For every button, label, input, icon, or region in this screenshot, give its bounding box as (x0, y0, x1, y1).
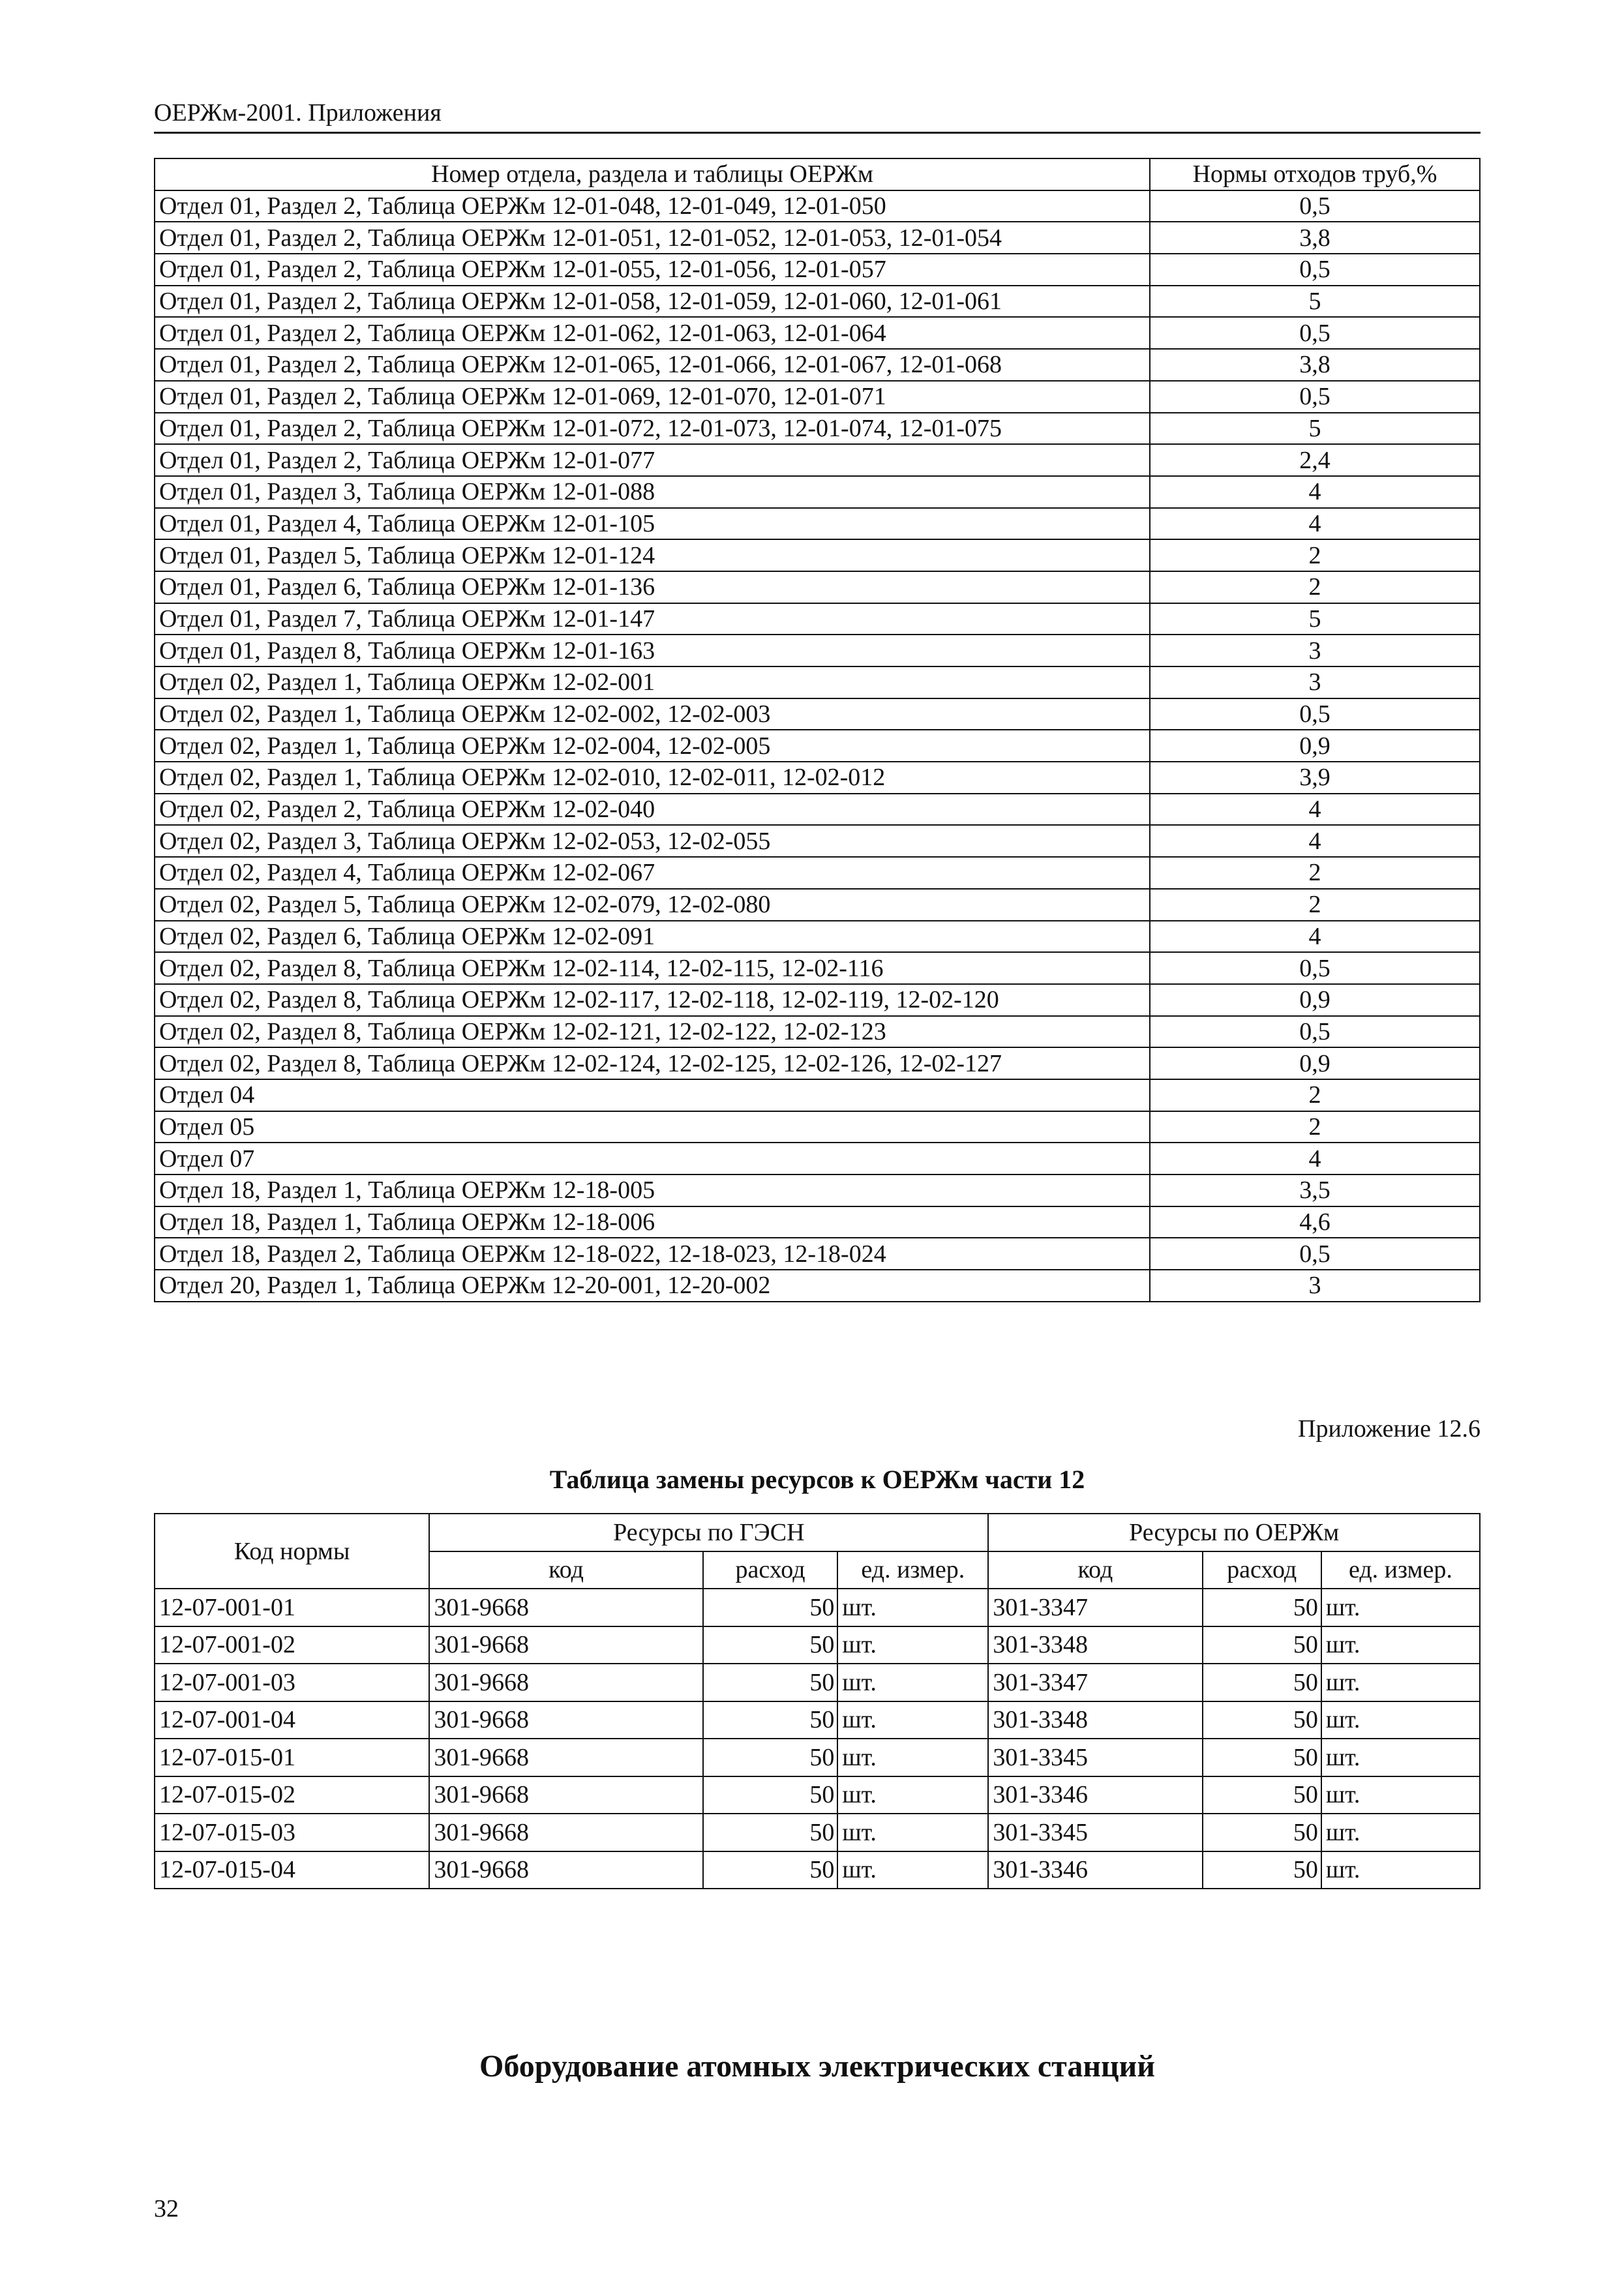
section-reference-cell: Отдел 02, Раздел 1, Таблица ОЕРЖм 12-02-002, 12-02-003 (155, 698, 1150, 730)
waste-norm-cell: 0,9 (1150, 730, 1480, 762)
waste-norm-cell: 4 (1150, 921, 1480, 953)
section-reference-cell: Отдел 02, Раздел 8, Таблица ОЕРЖм 12-02-114, 12-02-115, 12-02-116 (155, 952, 1150, 984)
norm-code-cell: 12-07-015-01 (155, 1739, 429, 1776)
gesn-consumption-cell: 50 (703, 1814, 838, 1851)
table-row (155, 762, 1480, 794)
waste-norm-cell: 3 (1150, 666, 1480, 698)
gesn-code-cell: 301-9668 (429, 1701, 702, 1739)
gesn-consumption-cell: 50 (703, 1701, 838, 1739)
section-reference-cell: Отдел 01, Раздел 2, Таблица ОЕРЖм 12-01-077 (155, 444, 1150, 476)
section-reference-cell: Отдел 01, Раздел 6, Таблица ОЕРЖм 12-01-136 (155, 571, 1150, 603)
table-row (155, 1739, 1480, 1776)
table-row (155, 794, 1480, 826)
waste-norm-cell: 5 (1150, 413, 1480, 445)
table-row (155, 730, 1480, 762)
norm-code-cell: 12-07-015-02 (155, 1776, 429, 1814)
table-row (155, 666, 1480, 698)
table-row (155, 444, 1480, 476)
section-reference-cell: Отдел 01, Раздел 2, Таблица ОЕРЖм 12-01-062, 12-01-063, 12-01-064 (155, 317, 1150, 349)
table-row (155, 1814, 1480, 1851)
column-header-gesn-code: код (429, 1551, 702, 1589)
table-row (155, 254, 1480, 286)
table-row (155, 952, 1480, 984)
table-row (155, 889, 1480, 921)
oerzhm-unit-cell: шт. (1321, 1701, 1480, 1739)
gesn-code-cell: 301-9668 (429, 1776, 702, 1814)
running-header: ОЕРЖм-2001. Приложения (154, 99, 442, 127)
gesn-unit-cell: шт. (837, 1814, 988, 1851)
table-row (155, 857, 1480, 889)
column-header-gesn-consumption: расход (703, 1551, 838, 1589)
table-row (155, 508, 1480, 540)
norm-code-cell: 12-07-001-04 (155, 1701, 429, 1739)
column-group-oerzhm: Ресурсы по ОЕРЖм (988, 1514, 1480, 1551)
section-reference-cell: Отдел 02, Раздел 8, Таблица ОЕРЖм 12-02-121, 12-02-122, 12-02-123 (155, 1016, 1150, 1048)
table-row (155, 317, 1480, 349)
waste-norms-table (154, 158, 1481, 1302)
gesn-consumption-cell: 50 (703, 1739, 838, 1776)
oerzhm-code-cell: 301-3345 (988, 1814, 1202, 1851)
section-reference-cell: Отдел 05 (155, 1111, 1150, 1143)
table-row (155, 698, 1480, 730)
gesn-code-cell: 301-9668 (429, 1626, 702, 1664)
gesn-unit-cell: шт. (837, 1701, 988, 1739)
section-reference-cell: Отдел 02, Раздел 8, Таблица ОЕРЖм 12-02-117, 12-02-118, 12-02-119, 12-02-120 (155, 984, 1150, 1016)
oerzhm-unit-cell: шт. (1321, 1589, 1480, 1626)
waste-norm-cell: 3,8 (1150, 349, 1480, 381)
appendix-label: Приложение 12.6 (1298, 1415, 1481, 1443)
table-row (155, 349, 1480, 381)
oerzhm-consumption-cell: 50 (1203, 1626, 1321, 1664)
table-row (155, 1238, 1480, 1270)
section-reference-cell: Отдел 01, Раздел 2, Таблица ОЕРЖм 12-01-072, 12-01-073, 12-01-074, 12-01-075 (155, 413, 1150, 445)
oerzhm-code-cell: 301-3345 (988, 1739, 1202, 1776)
section-reference-cell: Отдел 01, Раздел 4, Таблица ОЕРЖм 12-01-105 (155, 508, 1150, 540)
waste-norm-cell: 4,6 (1150, 1206, 1480, 1238)
waste-norm-cell: 5 (1150, 603, 1480, 635)
gesn-consumption-cell: 50 (703, 1851, 838, 1889)
oerzhm-consumption-cell: 50 (1203, 1776, 1321, 1814)
waste-norm-cell: 2 (1150, 1079, 1480, 1111)
waste-norm-cell: 4 (1150, 794, 1480, 826)
waste-norm-cell: 3,8 (1150, 222, 1480, 254)
table-header-row (155, 1514, 1480, 1551)
oerzhm-unit-cell: шт. (1321, 1814, 1480, 1851)
section-reference-cell: Отдел 01, Раздел 2, Таблица ОЕРЖм 12-01-069, 12-01-070, 12-01-071 (155, 381, 1150, 413)
table-row (155, 1701, 1480, 1739)
section-reference-cell: Отдел 02, Раздел 8, Таблица ОЕРЖм 12-02-124, 12-02-125, 12-02-126, 12-02-127 (155, 1047, 1150, 1079)
waste-norm-cell: 0,5 (1150, 254, 1480, 286)
table-row (155, 825, 1480, 857)
table-header-row (155, 158, 1480, 190)
table-row (155, 635, 1480, 666)
table-row (155, 1206, 1480, 1238)
gesn-unit-cell: шт. (837, 1589, 988, 1626)
oerzhm-consumption-cell: 50 (1203, 1589, 1321, 1626)
table-row (155, 1776, 1480, 1814)
gesn-consumption-cell: 50 (703, 1589, 838, 1626)
table-row (155, 571, 1480, 603)
table-row (155, 476, 1480, 508)
waste-norm-cell: 3 (1150, 1270, 1480, 1302)
oerzhm-unit-cell: шт. (1321, 1626, 1480, 1664)
gesn-code-cell: 301-9668 (429, 1739, 702, 1776)
norm-code-cell: 12-07-001-03 (155, 1664, 429, 1701)
table-row (155, 1111, 1480, 1143)
oerzhm-unit-cell: шт. (1321, 1851, 1480, 1889)
section-reference-cell: Отдел 18, Раздел 1, Таблица ОЕРЖм 12-18-006 (155, 1206, 1150, 1238)
table-row (155, 1016, 1480, 1048)
table-row (155, 1047, 1480, 1079)
table-row (155, 1664, 1480, 1701)
waste-norm-cell: 2,4 (1150, 444, 1480, 476)
gesn-consumption-cell: 50 (703, 1776, 838, 1814)
section-reference-cell: Отдел 02, Раздел 1, Таблица ОЕРЖм 12-02-010, 12-02-011, 12-02-012 (155, 762, 1150, 794)
column-header-oerzhm-code: код (988, 1551, 1202, 1589)
oerzhm-code-cell: 301-3347 (988, 1589, 1202, 1626)
section-reference-cell: Отдел 18, Раздел 2, Таблица ОЕРЖм 12-18-022, 12-18-023, 12-18-024 (155, 1238, 1150, 1270)
resource-substitution-table (154, 1513, 1481, 1889)
section-reference-cell: Отдел 02, Раздел 1, Таблица ОЕРЖм 12-02-004, 12-02-005 (155, 730, 1150, 762)
waste-norm-cell: 2 (1150, 1111, 1480, 1143)
table-row (155, 921, 1480, 953)
column-header-norm: Нормы отходов труб,% (1150, 158, 1480, 190)
section-reference-cell: Отдел 02, Раздел 6, Таблица ОЕРЖм 12-02-091 (155, 921, 1150, 953)
table-row (155, 1079, 1480, 1111)
waste-norm-cell: 0,5 (1150, 317, 1480, 349)
table-row (155, 1143, 1480, 1174)
column-header-gesn-unit: ед. измер. (837, 1551, 988, 1589)
section-reference-cell: Отдел 01, Раздел 2, Таблица ОЕРЖм 12-01-065, 12-01-066, 12-01-067, 12-01-068 (155, 349, 1150, 381)
column-header-section: Номер отдела, раздела и таблицы ОЕРЖм (155, 158, 1150, 190)
table-row (155, 1851, 1480, 1889)
section-reference-cell: Отдел 07 (155, 1143, 1150, 1174)
gesn-unit-cell: шт. (837, 1776, 988, 1814)
waste-norm-cell: 2 (1150, 539, 1480, 571)
waste-norm-cell: 2 (1150, 889, 1480, 921)
section-reference-cell: Отдел 01, Раздел 2, Таблица ОЕРЖм 12-01-048, 12-01-049, 12-01-050 (155, 190, 1150, 222)
section-reference-cell: Отдел 04 (155, 1079, 1150, 1111)
page-number: 32 (154, 2195, 179, 2222)
gesn-code-cell: 301-9668 (429, 1814, 702, 1851)
table-row (155, 1174, 1480, 1206)
oerzhm-consumption-cell: 50 (1203, 1664, 1321, 1701)
waste-norm-cell: 0,5 (1150, 698, 1480, 730)
substitution-table-title: Таблица замены ресурсов к ОЕРЖм части 12 (549, 1465, 1085, 1494)
gesn-unit-cell: шт. (837, 1664, 988, 1701)
waste-norm-cell: 4 (1150, 1143, 1480, 1174)
waste-norm-cell: 3,9 (1150, 762, 1480, 794)
gesn-code-cell: 301-9668 (429, 1589, 702, 1626)
section-reference-cell: Отдел 02, Раздел 5, Таблица ОЕРЖм 12-02-079, 12-02-080 (155, 889, 1150, 921)
section-reference-cell: Отдел 18, Раздел 1, Таблица ОЕРЖм 12-18-005 (155, 1174, 1150, 1206)
section-reference-cell: Отдел 02, Раздел 1, Таблица ОЕРЖм 12-02-001 (155, 666, 1150, 698)
oerzhm-unit-cell: шт. (1321, 1776, 1480, 1814)
waste-norm-cell: 0,5 (1150, 952, 1480, 984)
section-reference-cell: Отдел 01, Раздел 3, Таблица ОЕРЖм 12-01-088 (155, 476, 1150, 508)
gesn-unit-cell: шт. (837, 1739, 988, 1776)
waste-norm-cell: 0,9 (1150, 984, 1480, 1016)
waste-norm-cell: 4 (1150, 476, 1480, 508)
oerzhm-code-cell: 301-3348 (988, 1701, 1202, 1739)
section-reference-cell: Отдел 01, Раздел 7, Таблица ОЕРЖм 12-01-147 (155, 603, 1150, 635)
gesn-consumption-cell: 50 (703, 1626, 838, 1664)
waste-norm-cell: 3 (1150, 635, 1480, 666)
table-row (155, 286, 1480, 318)
oerzhm-code-cell: 301-3346 (988, 1776, 1202, 1814)
column-header-oerzhm-unit: ед. измер. (1321, 1551, 1480, 1589)
table-row (155, 222, 1480, 254)
table-row (155, 1626, 1480, 1664)
oerzhm-unit-cell: шт. (1321, 1664, 1480, 1701)
waste-norm-cell: 0,5 (1150, 1238, 1480, 1270)
norm-code-cell: 12-07-015-03 (155, 1814, 429, 1851)
section-reference-cell: Отдел 01, Раздел 2, Таблица ОЕРЖм 12-01-055, 12-01-056, 12-01-057 (155, 254, 1150, 286)
section-reference-cell: Отдел 01, Раздел 8, Таблица ОЕРЖм 12-01-163 (155, 635, 1150, 666)
table-row (155, 539, 1480, 571)
column-header-norm-code: Код нормы (155, 1514, 429, 1589)
norm-code-cell: 12-07-001-01 (155, 1589, 429, 1626)
column-header-oerzhm-consumption: расход (1203, 1551, 1321, 1589)
oerzhm-consumption-cell: 50 (1203, 1851, 1321, 1889)
norm-code-cell: 12-07-001-02 (155, 1626, 429, 1664)
table-row (155, 413, 1480, 445)
waste-norm-cell: 5 (1150, 286, 1480, 318)
oerzhm-consumption-cell: 50 (1203, 1739, 1321, 1776)
section-reference-cell: Отдел 01, Раздел 2, Таблица ОЕРЖм 12-01-051, 12-01-052, 12-01-053, 12-01-054 (155, 222, 1150, 254)
waste-norm-cell: 4 (1150, 825, 1480, 857)
table-row (155, 381, 1480, 413)
oerzhm-unit-cell: шт. (1321, 1739, 1480, 1776)
waste-norm-cell: 0,5 (1150, 1016, 1480, 1048)
waste-norm-cell: 2 (1150, 571, 1480, 603)
table-row (155, 603, 1480, 635)
oerzhm-consumption-cell: 50 (1203, 1701, 1321, 1739)
gesn-code-cell: 301-9668 (429, 1664, 702, 1701)
waste-norm-cell: 3,5 (1150, 1174, 1480, 1206)
section-reference-cell: Отдел 02, Раздел 3, Таблица ОЕРЖм 12-02-053, 12-02-055 (155, 825, 1150, 857)
norm-code-cell: 12-07-015-04 (155, 1851, 429, 1889)
section-reference-cell: Отдел 01, Раздел 5, Таблица ОЕРЖм 12-01-124 (155, 539, 1150, 571)
gesn-unit-cell: шт. (837, 1626, 988, 1664)
gesn-consumption-cell: 50 (703, 1664, 838, 1701)
waste-norm-cell: 4 (1150, 508, 1480, 540)
waste-norm-cell: 2 (1150, 857, 1480, 889)
oerzhm-code-cell: 301-3347 (988, 1664, 1202, 1701)
gesn-code-cell: 301-9668 (429, 1851, 702, 1889)
oerzhm-code-cell: 301-3348 (988, 1626, 1202, 1664)
waste-norm-cell: 0,9 (1150, 1047, 1480, 1079)
gesn-unit-cell: шт. (837, 1851, 988, 1889)
waste-norm-cell: 0,5 (1150, 381, 1480, 413)
header-rule (154, 132, 1481, 134)
section-reference-cell: Отдел 20, Раздел 1, Таблица ОЕРЖм 12-20-001, 12-20-002 (155, 1270, 1150, 1302)
column-group-gesn: Ресурсы по ГЭСН (429, 1514, 988, 1551)
table-row (155, 1589, 1480, 1626)
oerzhm-consumption-cell: 50 (1203, 1814, 1321, 1851)
table-row (155, 1270, 1480, 1302)
waste-norm-cell: 0,5 (1150, 190, 1480, 222)
table-row (155, 190, 1480, 222)
section-reference-cell: Отдел 02, Раздел 2, Таблица ОЕРЖм 12-02-040 (155, 794, 1150, 826)
section-reference-cell: Отдел 02, Раздел 4, Таблица ОЕРЖм 12-02-067 (155, 857, 1150, 889)
oerzhm-code-cell: 301-3346 (988, 1851, 1202, 1889)
section-reference-cell: Отдел 01, Раздел 2, Таблица ОЕРЖм 12-01-058, 12-01-059, 12-01-060, 12-01-061 (155, 286, 1150, 318)
section-heading: Оборудование атомных электрических станций (479, 2049, 1155, 2084)
table-row (155, 984, 1480, 1016)
